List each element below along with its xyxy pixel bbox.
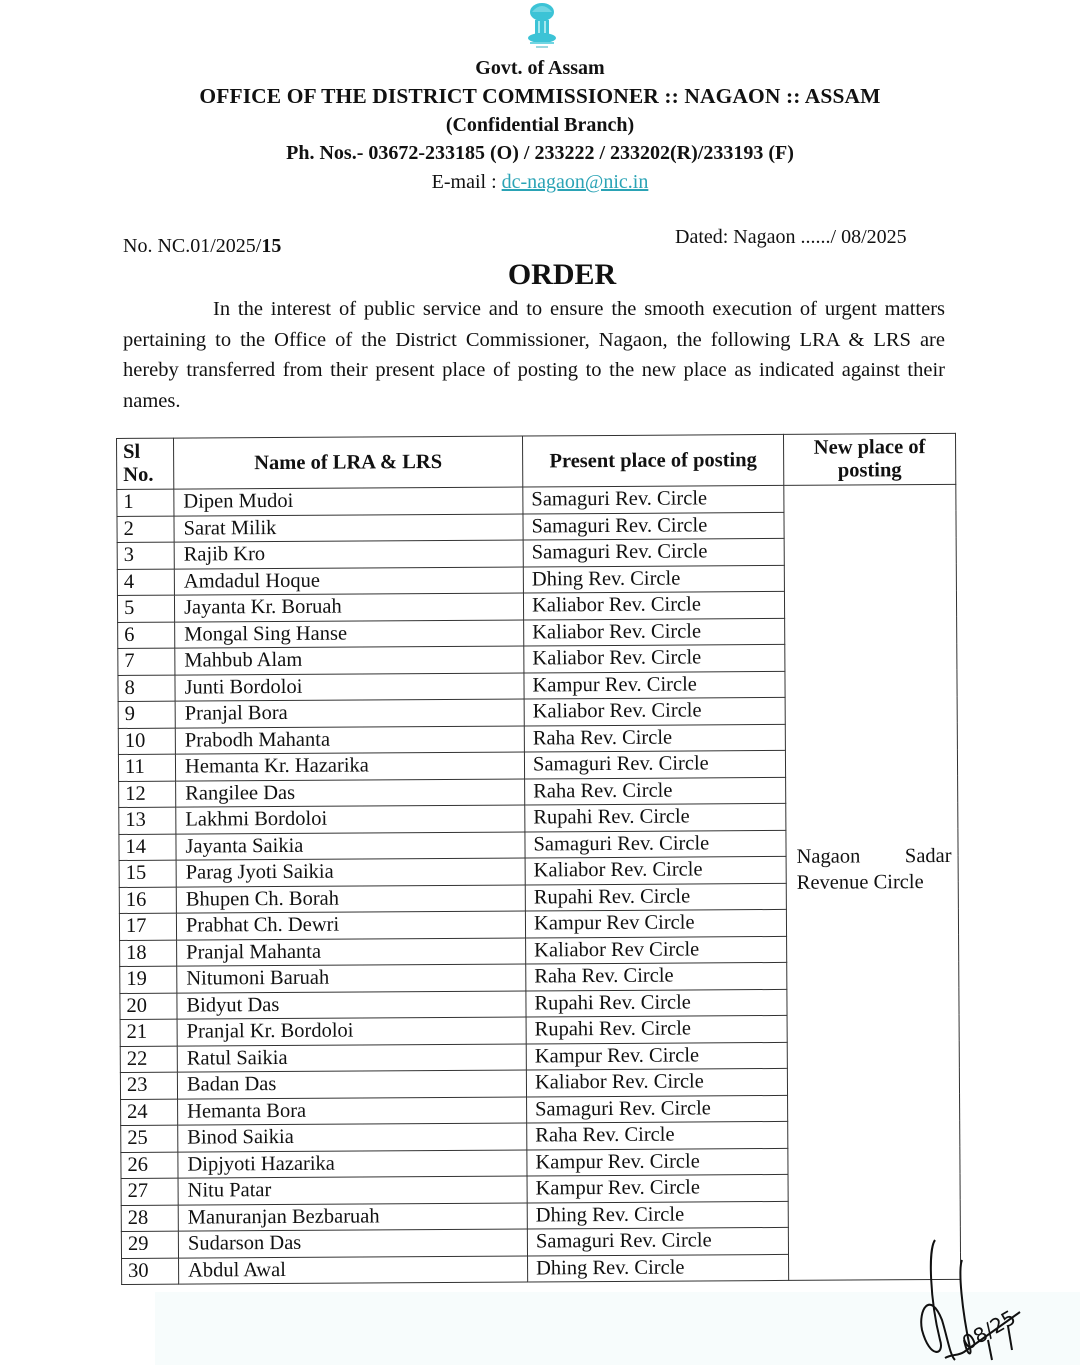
cell-name: Rangilee Das	[176, 779, 525, 808]
signature-date: 08/25	[957, 1305, 1020, 1355]
cell-present-posting: Kampur Rev. Circle	[527, 1148, 788, 1176]
cell-present-posting: Dhing Rev. Circle	[528, 1254, 789, 1282]
cell-present-posting: Raha Rev. Circle	[527, 1121, 788, 1149]
cell-present-posting: Samaguri Rev. Circle	[523, 538, 784, 566]
cell-sl-no: 3	[117, 542, 174, 569]
new-posting-line2: Revenue Circle	[796, 871, 924, 894]
cell-name: Amdadul Hoque	[174, 567, 523, 596]
cell-present-posting: Samaguri Rev. Circle	[525, 830, 786, 858]
cell-present-posting: Kaliabor Rev. Circle	[524, 697, 785, 725]
header-name: Name of LRA & LRS	[174, 436, 523, 489]
cell-present-posting: Raha Rev. Circle	[525, 777, 786, 805]
cell-present-posting: Rupahi Rev. Circle	[525, 883, 786, 911]
cell-present-posting: Kampur Rev Circle	[525, 909, 786, 937]
new-posting-word2: Sadar	[904, 844, 952, 868]
header-new-posting: New place of posting	[783, 433, 955, 485]
cell-name: Junti Bordoloi	[175, 673, 524, 702]
cell-sl-no: 30	[122, 1258, 179, 1285]
cell-name: Sudarson Das	[178, 1229, 527, 1258]
new-posting-line1	[796, 843, 951, 870]
cell-name: Dipen Mudoi	[174, 487, 523, 516]
cell-present-posting: Kampur Rev. Circle	[527, 1174, 788, 1202]
transfer-table	[116, 433, 961, 1285]
cell-present-posting: Kaliabor Rev Circle	[526, 936, 787, 964]
cell-sl-no: 19	[120, 966, 177, 993]
cell-sl-no: 15	[119, 860, 176, 887]
cell-name: Pranjal Kr. Bordoloi	[177, 1017, 526, 1046]
cell-sl-no: 24	[121, 1099, 178, 1126]
cell-name: Badan Das	[177, 1070, 526, 1099]
cell-name: Rajib Kro	[174, 540, 523, 569]
cell-present-posting: Samaguri Rev. Circle	[527, 1227, 788, 1255]
cell-name: Jayanta Saikia	[176, 832, 525, 861]
cell-sl-no: 28	[121, 1205, 178, 1232]
cell-sl-no: 26	[121, 1152, 178, 1179]
cell-name: Ratul Saikia	[177, 1044, 526, 1073]
cell-name: Manuranjan Bezbaruah	[178, 1203, 527, 1232]
cell-name: Dipjyoti Hazarika	[178, 1150, 527, 1179]
cell-present-posting: Raha Rev. Circle	[524, 724, 785, 752]
cell-sl-no: 17	[119, 913, 176, 940]
cell-sl-no: 9	[118, 701, 175, 728]
new-posting-word1: Nagaon	[796, 845, 861, 868]
cell-present-posting: Rupahi Rev. Circle	[526, 989, 787, 1017]
cell-present-posting: Samaguri Rev. Circle	[524, 750, 785, 778]
cell-present-posting: Kaliabor Rev. Circle	[524, 618, 785, 646]
cell-sl-no: 11	[118, 754, 175, 781]
cell-name: Prabodh Mahanta	[175, 726, 524, 755]
cell-name: Mahbub Alam	[175, 646, 524, 675]
cell-sl-no: 8	[118, 675, 175, 702]
cell-sl-no: 29	[121, 1231, 178, 1258]
cell-name: Pranjal Mahanta	[177, 938, 526, 967]
cell-name: Bhupen Ch. Borah	[176, 885, 525, 914]
table-row	[117, 484, 956, 516]
order-body: In the interest of public service and to ensure the smooth execution of urgent matters pertaining to the Office of the District Commissioner, Nagaon, the following LRA & LRS are hereby transferred from their present place of posting to the new place as indicated against their names.	[123, 298, 945, 412]
office-name: OFFICE OF THE DISTRICT COMMISSIONER :: NAGAON :: ASSAM	[199, 84, 881, 108]
cell-sl-no: 12	[119, 781, 176, 808]
cell-sl-no: 7	[118, 648, 175, 675]
cell-name: Mongal Sing Hanse	[175, 620, 524, 649]
cell-name: Abdul Awal	[179, 1256, 528, 1285]
cell-sl-no: 16	[119, 887, 176, 914]
email-line	[0, 171, 1080, 194]
cell-name: Lakhmi Bordoloi	[176, 805, 525, 834]
cell-name: Prabhat Ch. Dewri	[176, 911, 525, 940]
cell-present-posting: Kaliabor Rev. Circle	[526, 1068, 787, 1096]
cell-name: Jayanta Kr. Boruah	[174, 593, 523, 622]
cell-present-posting: Kaliabor Rev. Circle	[525, 856, 786, 884]
cell-present-posting: Kampur Rev. Circle	[526, 1042, 787, 1070]
cell-present-posting: Kampur Rev. Circle	[524, 671, 785, 699]
reference-prefix: No. NC.01/2025/	[123, 235, 262, 257]
cell-sl-no: 6	[118, 622, 175, 649]
order-title: ORDER	[507, 258, 617, 291]
cell-sl-no: 18	[120, 940, 177, 967]
cell-present-posting: Rupahi Rev. Circle	[525, 803, 786, 831]
cell-sl-no: 27	[121, 1178, 178, 1205]
reference-number	[123, 235, 281, 258]
table-header-row	[117, 433, 956, 489]
cell-sl-no: 21	[120, 1019, 177, 1046]
cell-sl-no: 14	[119, 834, 176, 861]
header-sl-no: Sl No.	[117, 438, 174, 489]
cell-present-posting: Rupahi Rev. Circle	[526, 1015, 787, 1043]
cell-sl-no: 13	[119, 807, 176, 834]
cell-sl-no: 20	[120, 993, 177, 1020]
cell-name: Hemanta Kr. Hazarika	[175, 752, 524, 781]
cell-name: Hemanta Bora	[178, 1097, 527, 1126]
cell-present-posting: Dhing Rev. Circle	[523, 565, 784, 593]
cell-sl-no: 23	[120, 1072, 177, 1099]
cell-sl-no: 10	[118, 728, 175, 755]
cell-new-posting	[784, 484, 961, 1280]
cell-name: Binod Saikia	[178, 1123, 527, 1152]
table-body	[117, 484, 961, 1284]
cell-sl-no: 1	[117, 489, 174, 516]
cell-present-posting: Dhing Rev. Circle	[527, 1201, 788, 1229]
email-label: E-mail :	[431, 171, 502, 193]
branch-name: (Confidential Branch)	[445, 114, 635, 136]
cell-present-posting: Kaliabor Rev. Circle	[524, 644, 785, 672]
cell-name: Nitu Patar	[178, 1176, 527, 1205]
header-present-posting: Present place of posting	[522, 434, 783, 487]
state-emblem-icon	[524, 2, 560, 50]
cell-sl-no: 5	[117, 595, 174, 622]
cell-present-posting: Raha Rev. Circle	[526, 962, 787, 990]
cell-name: Nitumoni Baruah	[177, 964, 526, 993]
phone-numbers: Ph. Nos.- 03672-233185 (O) / 233222 / 233202(R)/233193 (F)	[286, 142, 794, 164]
cell-sl-no: 22	[120, 1046, 177, 1073]
cell-name: Sarat Milik	[174, 514, 523, 543]
cell-present-posting: Samaguri Rev. Circle	[523, 512, 784, 540]
government-name: Govt. of Assam	[475, 57, 605, 79]
email-link[interactable]: dc-nagaon@nic.in	[501, 171, 649, 193]
cell-name: Parag Jyoti Saikia	[176, 858, 525, 887]
cell-name: Pranjal Bora	[175, 699, 524, 728]
cell-name: Bidyut Das	[177, 991, 526, 1020]
cell-present-posting: Samaguri Rev. Circle	[527, 1095, 788, 1123]
cell-sl-no: 2	[117, 516, 174, 543]
dated-line: Dated: Nagaon ....../ 08/2025	[675, 226, 907, 248]
cell-present-posting: Kaliabor Rev. Circle	[523, 591, 784, 619]
cell-present-posting: Samaguri Rev. Circle	[523, 485, 784, 513]
cell-sl-no: 4	[117, 569, 174, 596]
reference-suffix: 15	[261, 235, 282, 257]
cell-sl-no: 25	[121, 1125, 178, 1152]
